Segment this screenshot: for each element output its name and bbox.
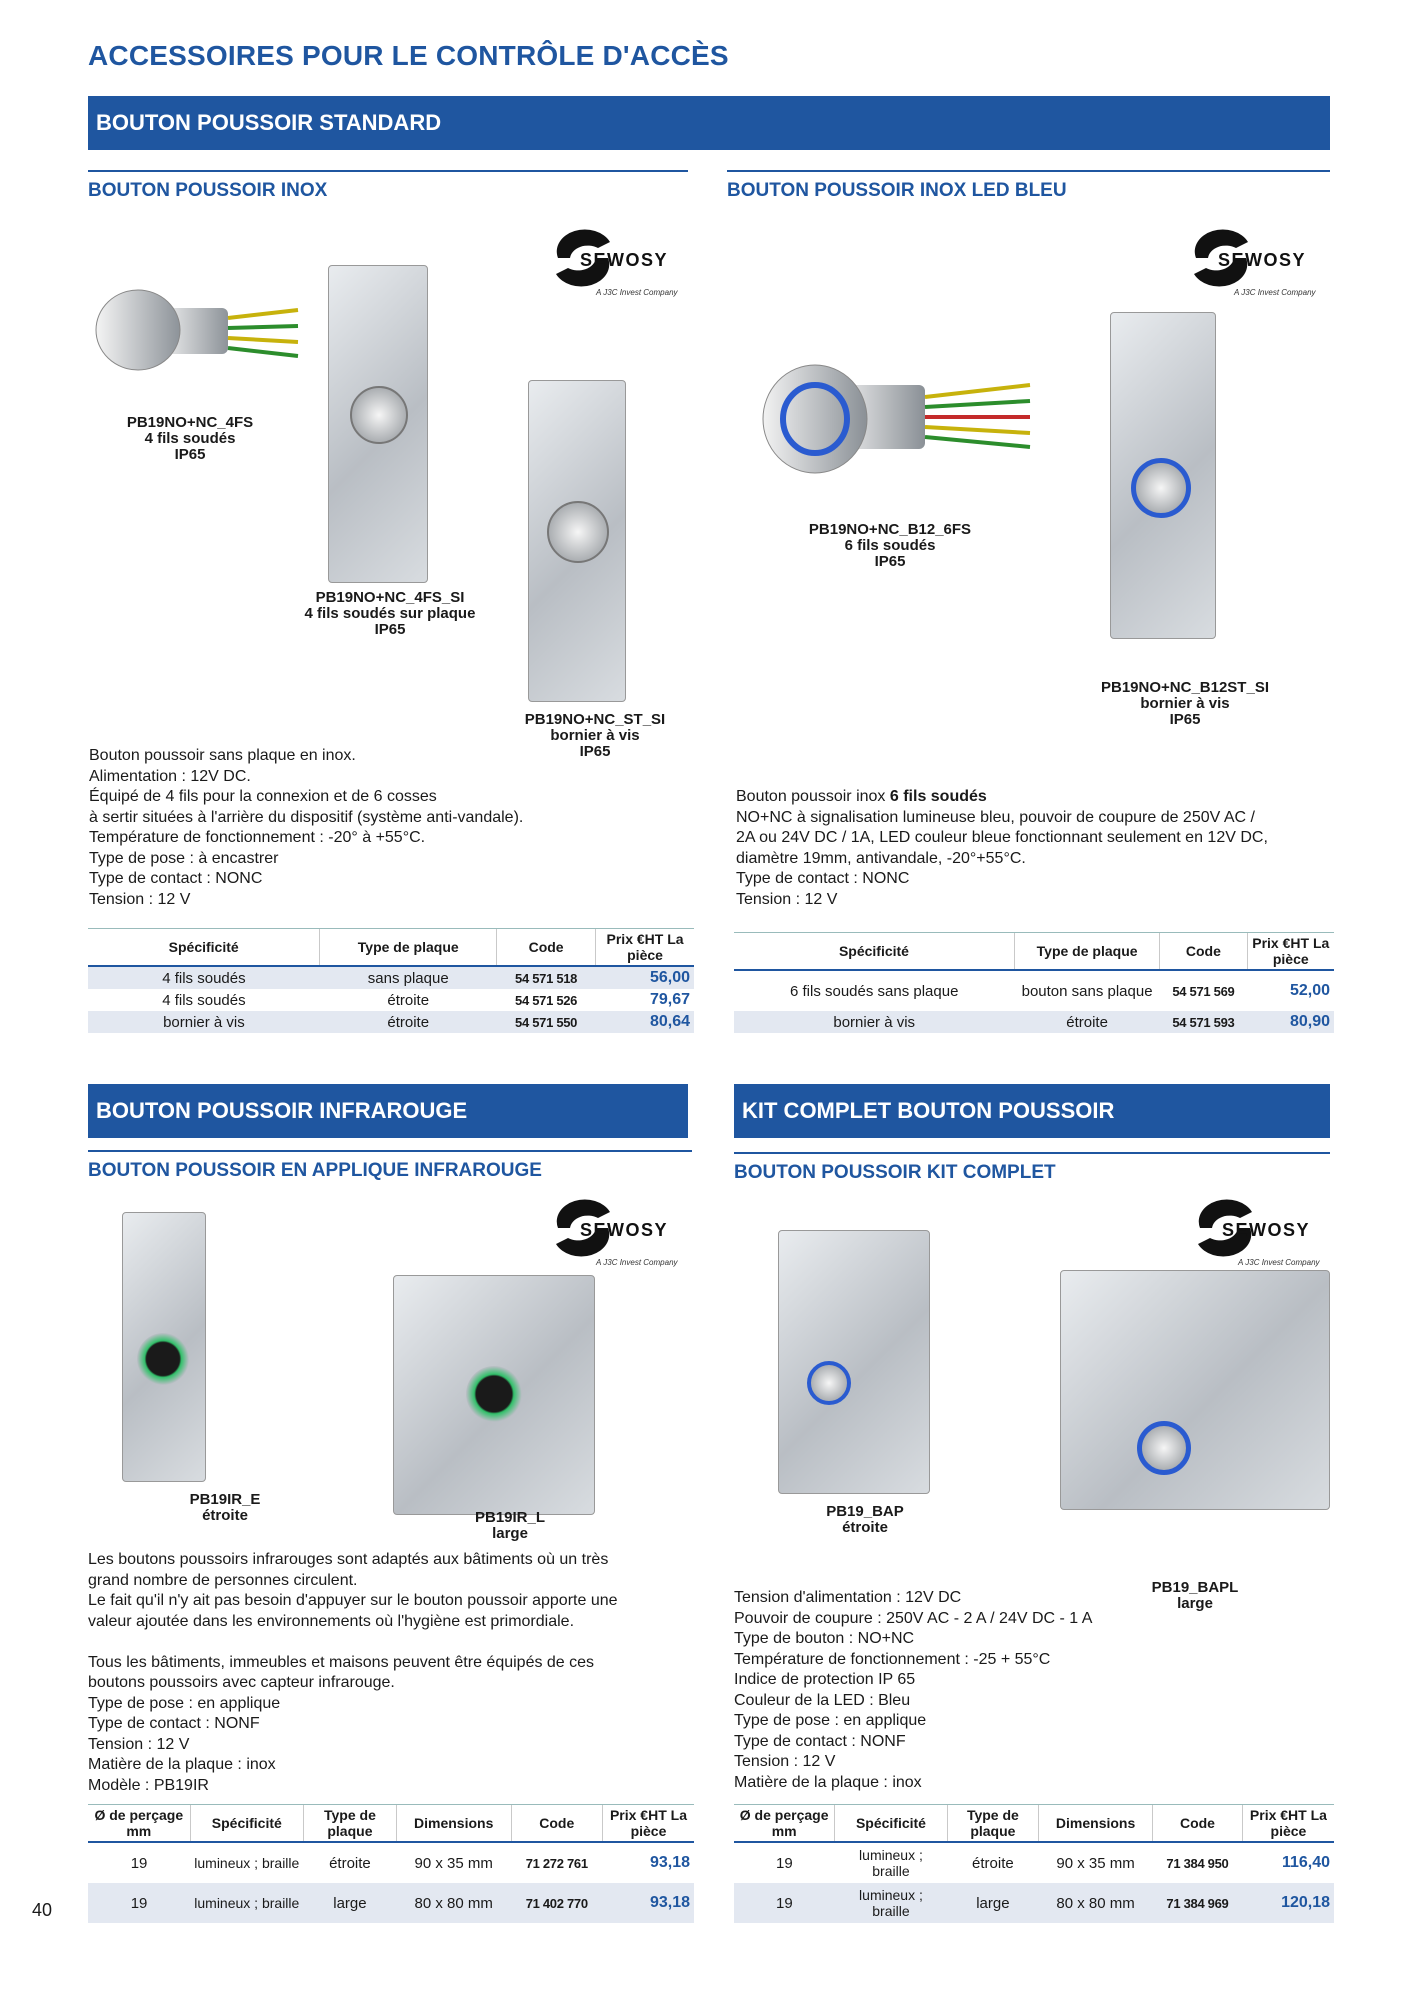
desc-line: Matière de la plaque : inox <box>88 1756 276 1773</box>
desc-line <box>88 1632 698 1653</box>
col-header: Dimensions <box>396 1805 511 1843</box>
desc-line: à sertir situées à l'arrière du dispositif (système anti-vandale). <box>89 808 524 826</box>
page-number: 40 <box>32 1900 53 1920</box>
table-row <box>734 970 1334 1011</box>
price-table-infrarouge <box>88 1804 694 1923</box>
desc-line: Équipé de 4 fils pour la connexion et de 6 cosses <box>89 788 437 805</box>
cell: étroite <box>972 1854 1014 1872</box>
sewosy-logo <box>1186 228 1326 308</box>
label-ref: PB19NO+NC_ST_SI <box>524 711 666 728</box>
cell-price: 56,00 <box>596 966 694 989</box>
col-header: Ø de perçage mm <box>88 1805 190 1843</box>
kit-large-box-image <box>1060 1270 1330 1510</box>
cell: 90 x 35 mm <box>1056 1854 1135 1872</box>
desc-line: Type de pose : en applique <box>88 1694 281 1712</box>
table-row <box>88 1842 694 1883</box>
table-row <box>88 1011 694 1033</box>
col-header: Code <box>511 1805 602 1843</box>
cell-code: 54 571 518 <box>497 966 596 989</box>
desc-line: Tension : 12 V <box>89 890 191 908</box>
cell: 80 x 80 mm <box>1039 1883 1153 1923</box>
desc-line: Température de fonctionnement : -25 + 55°C <box>734 1650 1051 1668</box>
sewosy-logo <box>548 1198 688 1278</box>
description-infrarouge <box>88 1550 698 1796</box>
sewosy-logo <box>548 228 688 308</box>
price-table-inox <box>88 928 694 1033</box>
desc-line: NO+NC à signalisation lumineuse bleu, pouvoir de coupure de 250V AC / <box>736 808 1255 826</box>
cell-price: 52,00 <box>1289 982 1330 999</box>
label-spec: étroite <box>842 1519 888 1536</box>
cell: lumineux ; braille <box>859 1847 923 1879</box>
label-ip: IP65 <box>374 621 406 638</box>
desc-line: Tension : 12 V <box>734 1753 836 1770</box>
section-band-infrarouge: BOUTON POUSSOIR INFRAROUGE <box>88 1084 688 1138</box>
ir-large-plate-image <box>393 1275 595 1515</box>
page-title: ACCESSOIRES POUR LE CONTRÔLE D'ACCÈS <box>88 40 729 71</box>
narrow-plate-screw-image <box>528 380 626 702</box>
desc-line: Tous les bâtiments, immeubles et maisons peuvent être équipés de ces <box>88 1653 595 1671</box>
label-spec: bornier à vis <box>1140 695 1230 712</box>
cell: 80 x 80 mm <box>396 1883 511 1923</box>
product-label <box>270 590 510 638</box>
desc-line: Bouton poussoir sans plaque en inox. <box>89 747 356 764</box>
label-ref: PB19_BAP <box>826 1503 904 1520</box>
cell: large <box>304 1883 397 1923</box>
cell: bouton sans plaque <box>1021 982 1153 1000</box>
col-header: Type de plaque <box>947 1805 1039 1843</box>
cell-code: 71 402 770 <box>511 1883 602 1923</box>
logo-text: SEWOSY <box>580 250 669 270</box>
logo-tagline: A J3C Invest Company <box>1238 1258 1320 1267</box>
push-button-no-plate-image <box>88 270 308 390</box>
cell: étroite <box>387 991 430 1009</box>
table-row <box>88 966 694 989</box>
product-label <box>435 1510 585 1542</box>
description-inox <box>89 746 649 910</box>
desc-line: Matière de la plaque : inox <box>734 1773 922 1791</box>
cell: lumineux ; braille <box>194 1855 300 1871</box>
logo-text: SEWOSY <box>1218 250 1307 270</box>
desc-line: Type de bouton : NO+NC <box>734 1630 915 1647</box>
product-label <box>790 522 990 570</box>
desc-line: Couleur de la LED : Bleu <box>734 1691 911 1709</box>
label-ref: PB19NO+NC_4FS <box>126 414 254 431</box>
label-spec: large <box>492 1525 528 1542</box>
label-ref: PB19NO+NC_B12_6FS <box>808 521 972 538</box>
cell: étroite <box>320 1011 497 1033</box>
cell: large <box>947 1883 1039 1923</box>
cell: bornier à vis <box>88 1011 320 1033</box>
label-ref: PB19IR_L <box>474 1509 546 1526</box>
desc-line: Température de fonctionnement : -20° à +55°C. <box>89 829 426 846</box>
label-ip: IP65 <box>579 743 611 760</box>
cell-code: 71 384 969 <box>1153 1883 1243 1923</box>
table-row <box>88 989 694 1011</box>
col-header: Ø de perçage mm <box>734 1805 835 1843</box>
logo-text: SEWOSY <box>1222 1220 1311 1240</box>
cell: lumineux ; braille <box>835 1883 947 1923</box>
subhead-kit: BOUTON POUSSOIR KIT COMPLET <box>734 1152 1330 1184</box>
narrow-plate-led-image <box>1110 312 1216 639</box>
col-header: Type de plaque <box>1014 933 1159 971</box>
desc-line: Type de contact : NONC <box>736 870 910 887</box>
label-spec: 4 fils soudés <box>144 430 236 447</box>
section-band-standard: BOUTON POUSSOIR STANDARD <box>88 96 1330 150</box>
desc-line: Type de contact : NONF <box>88 1715 260 1732</box>
col-header: Spécificité <box>734 933 1014 971</box>
product-label <box>100 415 280 463</box>
cell: sans plaque <box>320 966 497 989</box>
label-spec: bornier à vis <box>550 727 640 744</box>
desc-line: 2A ou 24V DC / 1A, LED couleur bleue fonctionnant seulement en 12V DC, <box>736 829 1268 846</box>
desc-line: Tension : 12 V <box>736 890 838 908</box>
desc-line: Le fait qu'il n'y ait pas besoin d'appuyer sur le bouton poussoir apporte une <box>88 1592 618 1609</box>
label-ref: PB19_BAPL <box>1151 1579 1239 1596</box>
desc-line: diamètre 19mm, antivandale, -20°+55°C. <box>736 849 1026 867</box>
desc-line: Alimentation : 12V DC. <box>89 767 251 785</box>
led-push-button-image <box>755 355 1035 495</box>
subhead-infrarouge: BOUTON POUSSOIR EN APPLIQUE INFRAROUGE <box>88 1150 692 1182</box>
desc-line: Type de pose : en applique <box>734 1712 927 1729</box>
desc-line: boutons poussoirs avec capteur infrarouge. <box>88 1674 395 1691</box>
price-table-inox-led <box>734 932 1334 1033</box>
cell-code: 54 571 526 <box>515 992 578 1008</box>
desc-line: Type de contact : NONF <box>734 1732 906 1750</box>
desc-line: Tension d'alimentation : 12V DC <box>734 1589 962 1606</box>
cell: étroite <box>1014 1011 1159 1033</box>
cell: étroite <box>329 1854 371 1872</box>
cell: 4 fils soudés <box>88 966 320 989</box>
col-header: Prix €HT La pièce <box>596 929 694 967</box>
label-ref: PB19NO+NC_4FS_SI <box>315 589 465 606</box>
col-header: Type de plaque <box>320 929 497 967</box>
cell-code: 54 571 569 <box>1172 983 1235 999</box>
cell-price: 93,18 <box>649 1854 690 1871</box>
cell-price: 80,90 <box>1247 1011 1334 1033</box>
cell: bornier à vis <box>734 1011 1014 1033</box>
description-inox-led <box>736 787 1336 910</box>
cell: 90 x 35 mm <box>414 1854 493 1872</box>
cell: 19 <box>734 1883 835 1923</box>
desc-line: Les boutons poussoirs infrarouges sont adaptés aux bâtiments où un très <box>88 1551 609 1568</box>
logo-text: SEWOSY <box>580 1220 669 1240</box>
kit-narrow-box-image <box>778 1230 930 1494</box>
col-header: Prix €HT La pièce <box>602 1805 694 1843</box>
label-spec: 4 fils soudés sur plaque <box>304 605 476 622</box>
label-ref: PB19NO+NC_B12ST_SI <box>1101 679 1269 696</box>
cell: 19 <box>776 1854 793 1872</box>
label-spec: 6 fils soudés <box>844 537 936 554</box>
desc-line: Pouvoir de coupure : 250V AC - 2 A / 24V DC - 1 A <box>734 1609 1093 1627</box>
table-row <box>734 1842 1334 1883</box>
cell-price: 93,18 <box>602 1883 694 1923</box>
cell: 4 fils soudés <box>162 991 246 1009</box>
desc-line: Type de pose : à encastrer <box>89 849 279 867</box>
col-header: Code <box>1160 933 1247 971</box>
sewosy-logo <box>1190 1198 1330 1278</box>
col-header: Prix €HT La pièce <box>1247 933 1334 971</box>
table-row <box>734 1011 1334 1033</box>
label-ip: IP65 <box>874 553 906 570</box>
product-label <box>150 1492 300 1524</box>
col-header: Code <box>1153 1805 1243 1843</box>
subhead-inox-led: BOUTON POUSSOIR INOX LED BLEU <box>727 170 1330 202</box>
cell: 19 <box>88 1883 190 1923</box>
col-header: Code <box>497 929 596 967</box>
label-ref: PB19IR_E <box>189 1491 261 1508</box>
col-header: Type de plaque <box>304 1805 397 1843</box>
desc-line: Indice de protection IP 65 <box>734 1671 916 1688</box>
product-label <box>1075 680 1295 728</box>
col-header: Spécificité <box>835 1805 947 1843</box>
desc-lead: Bouton poussoir inox <box>736 788 890 805</box>
label-ip: IP65 <box>1169 711 1201 728</box>
desc-bold: 6 fils soudés <box>889 788 987 805</box>
cell-price: 116,40 <box>1281 1854 1330 1871</box>
ir-narrow-plate-image <box>122 1212 206 1482</box>
description-kit <box>734 1588 1334 1793</box>
logo-tagline: A J3C Invest Company <box>596 288 678 297</box>
logo-tagline: A J3C Invest Company <box>596 1258 678 1267</box>
logo-tagline: A J3C Invest Company <box>1234 288 1316 297</box>
cell-code: 54 571 593 <box>1160 1011 1247 1033</box>
desc-line: Tension : 12 V <box>88 1735 190 1753</box>
cell: lumineux ; braille <box>190 1883 303 1923</box>
col-header: Dimensions <box>1039 1805 1153 1843</box>
col-header: Spécificité <box>190 1805 303 1843</box>
desc-line: Type de contact : NONC <box>89 870 263 887</box>
subhead-inox: BOUTON POUSSOIR INOX <box>88 170 688 202</box>
section-band-kit: KIT COMPLET BOUTON POUSSOIR <box>734 1084 1330 1138</box>
product-label <box>790 1504 940 1536</box>
cell: 6 fils soudés sans plaque <box>789 982 959 1000</box>
cell-price: 120,18 <box>1242 1883 1334 1923</box>
cell-code: 54 571 550 <box>497 1011 596 1033</box>
desc-line: valeur ajoutée dans les environnements où l'hygiène est primordiale. <box>88 1612 575 1630</box>
price-table-kit <box>734 1804 1334 1923</box>
label-ip: IP65 <box>174 446 206 463</box>
label-spec: étroite <box>202 1507 248 1524</box>
cell-code: 71 384 950 <box>1166 1855 1229 1871</box>
desc-line: Modèle : PB19IR <box>88 1776 209 1794</box>
label-spec: large <box>1177 1595 1213 1612</box>
col-header: Spécificité <box>88 929 320 967</box>
desc-line: grand nombre de personnes circulent. <box>88 1571 358 1589</box>
cell-code: 71 272 761 <box>525 1855 588 1871</box>
cell-price: 79,67 <box>649 991 690 1008</box>
narrow-plate-image <box>328 265 428 583</box>
table-row <box>88 1883 694 1923</box>
col-header: Prix €HT La pièce <box>1242 1805 1334 1843</box>
cell-price: 80,64 <box>596 1011 694 1033</box>
cell: 19 <box>130 1854 148 1872</box>
table-row <box>734 1883 1334 1923</box>
